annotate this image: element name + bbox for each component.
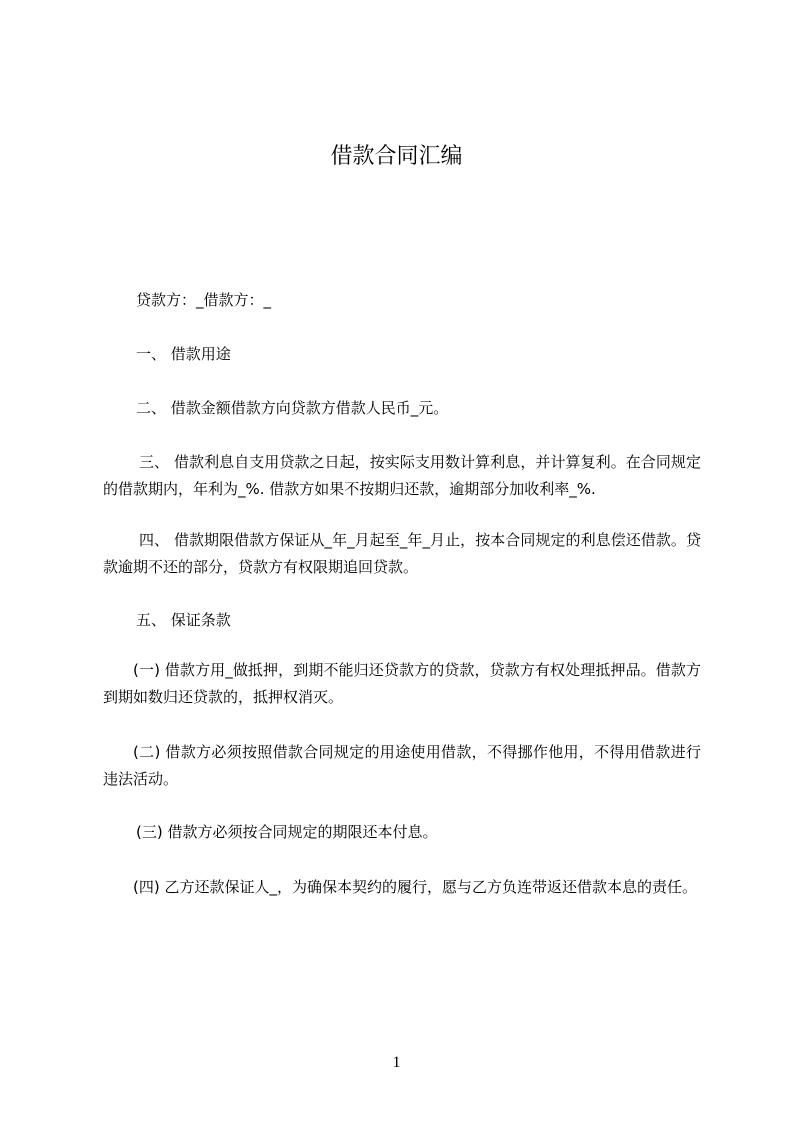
clause-5-item-2: (二) 借款方必须按照借款合同规定的用途使用借款，不得挪作他用，不得用借款进行违法活动。 — [103, 743, 701, 788]
clause-5-item-3: (三) 借款方必须按合同规定的期限还本付息。 — [136, 823, 438, 841]
clause-1-heading: 一、 借款用途 — [136, 345, 231, 363]
clause-5-heading: 五、 保证条款 — [136, 611, 231, 629]
clause-2: 二、 借款金额借款方向贷款方借款人民币_元。 — [136, 399, 449, 417]
parties-line: 贷款方：_借款方：_ — [136, 291, 272, 309]
clause-5-item-1: (一) 借款方用_做抵押，到期不能归还贷款方的贷款，贷款方有权处理抵押品。借款方到期如数归还贷款的，抵押权消灭。 — [103, 661, 701, 706]
clause-3: 三、 借款利息自支用贷款之日起，按实际支用数计算利息，并计算复利。在合同规定的借款期内，年利为_%. 借款方如果不按期归还款，逾期部分加收利率_%. — [103, 453, 701, 498]
page-number: 1 — [392, 1054, 401, 1071]
clause-4: 四、 借款期限借款方保证从_年_月起至_年_月止，按本合同规定的利息偿还借款。贷款逾期不还的部分，贷款方有权限期追回贷款。 — [103, 531, 701, 576]
document-title: 借款合同汇编 — [330, 144, 463, 169]
clause-5-item-4: (四) 乙方还款保证人_，为确保本契约的履行，愿与乙方负连带返还借款本息的责任。 — [133, 878, 697, 896]
